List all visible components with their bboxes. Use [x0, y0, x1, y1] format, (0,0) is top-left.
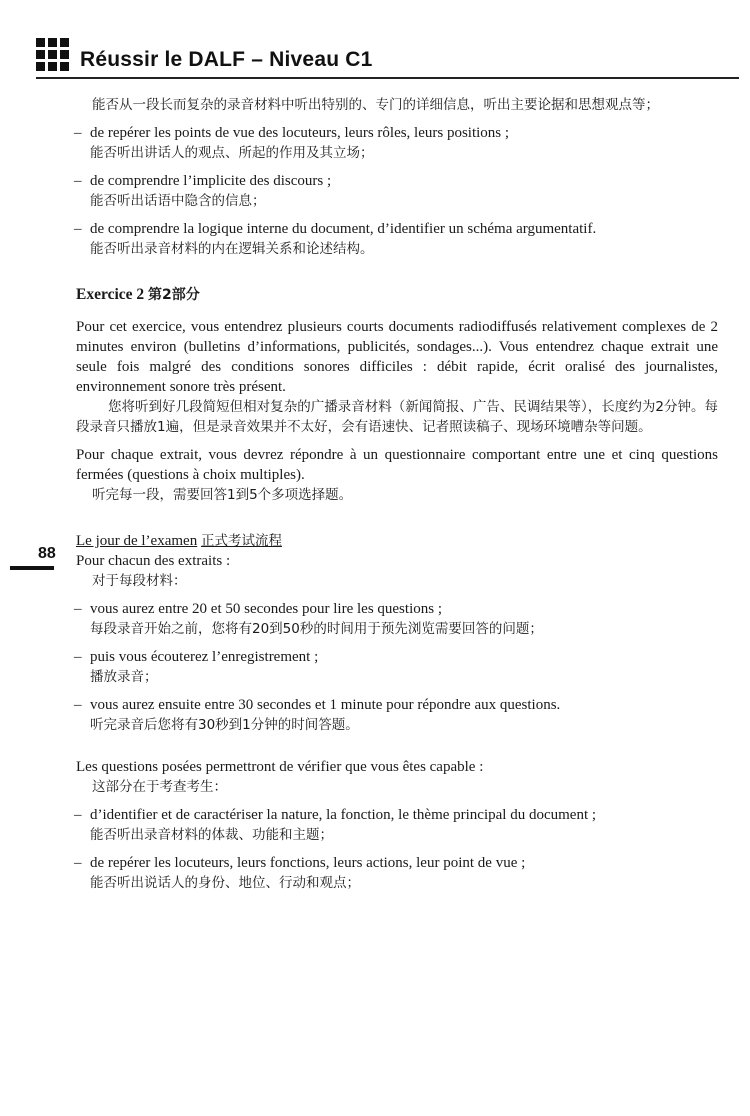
exercise-title-zh: 第2部分 [148, 287, 200, 303]
list-item-zh: 能否听出录音材料的体裁、功能和主题； [90, 827, 333, 843]
list-item [76, 853, 718, 893]
exam-day-title-zh: 正式考试流程 [200, 533, 282, 549]
list-item-fr: puis vous écouterez l’enregistrement ; [90, 649, 319, 665]
list-item [76, 695, 718, 735]
list-item [76, 219, 718, 259]
list-item-zh: 每段录音开始之前，您将有20到50秒的时间用于预先浏览需要回答的问题； [90, 621, 543, 637]
header-divider [36, 77, 739, 79]
list-item [76, 805, 718, 845]
page-number-marker [10, 545, 54, 573]
list-dash: – [74, 601, 82, 617]
list-item-zh: 能否听出说话人的身份、地位、行动和观点； [90, 875, 360, 891]
exercise-heading [76, 285, 718, 305]
questions-lead-fr: Les questions posées permettront de vérifier que vous êtes capable : [76, 759, 484, 775]
page-number: 88 [38, 545, 56, 562]
exam-day-lead-zh: 对于每段材料： [92, 573, 187, 589]
book-title: Réussir le DALF – Niveau C1 [80, 48, 373, 71]
list-dash: – [74, 649, 82, 665]
exam-day-title-fr: Le jour de l’examen [76, 533, 198, 549]
list-item-fr: vous aurez ensuite entre 30 secondes et 1 minute pour répondre aux questions. [90, 697, 561, 713]
list-dash: – [74, 697, 82, 713]
exercise-paragraph2-fr: Pour chaque extrait, vous devrez répondre à un questionnaire comportant entre une et cinq questions fermées (questions à choix multiples). [76, 447, 718, 483]
list-item-fr: de comprendre l’implicite des discours ; [90, 173, 332, 189]
list-item-fr: de repérer les locuteurs, leurs fonctions, leurs actions, leur point de vue ; [90, 855, 526, 871]
list-dash: – [74, 221, 82, 237]
exam-day-lead-fr: Pour chacun des extraits : [76, 553, 231, 569]
list-dash: – [74, 125, 82, 141]
list-item-fr: vous aurez entre 20 et 50 secondes pour lire les questions ; [90, 601, 442, 617]
exercise-title-fr: Exercice 2 [76, 286, 145, 303]
page-marker-bar [10, 566, 54, 570]
list-item-zh: 听完录音后您将有30秒到1分钟的时间答题。 [90, 717, 359, 733]
list-item [76, 123, 718, 163]
list-item-fr: de comprendre la logique interne du document, d’identifier un schéma argumentatif. [90, 221, 597, 237]
list-item-zh: 能否听出话语中隐含的信息； [90, 193, 266, 209]
list-item [76, 171, 718, 211]
book-logo-icon [36, 38, 69, 71]
list-item-zh: 播放录音； [90, 669, 158, 685]
exercise-paragraph2-zh: 听完每一段，需要回答1到5个多项选择题。 [92, 487, 353, 503]
intro-text-zh: 能否从一段长而复杂的录音材料中听出特别的、专门的详细信息，听出主要论据和思想观点等； [92, 97, 659, 113]
page-content [76, 95, 718, 893]
exercise-paragraph-fr: Pour cet exercice, vous entendrez plusieurs courts documents radiodiffusés relativement complexes de 2 minutes environ (bulletins d’informations, publicités, sondages...). Vous entendrez chaque extrait une seule fois malgré des conditions sonores difficiles : débit rapide, écrit oralisé des journalistes, environnement sonore très présent. [76, 319, 718, 395]
list-dash: – [74, 807, 82, 823]
list-item-zh: 能否听出讲话人的观点、所起的作用及其立场； [90, 145, 374, 161]
list-item [76, 599, 718, 639]
exercise-paragraph-zh: 您将听到好几段简短但相对复杂的广播录音材料（新闻简报、广告、民调结果等），长度约为2分钟。每段录音只播放1遍，但是录音效果并不太好，会有语速快、记者照读稿子、现场环境嘈杂等问题。 [76, 399, 718, 435]
list-item-zh: 能否听出录音材料的内在逻辑关系和论述结构。 [90, 241, 374, 257]
list-dash: – [74, 855, 82, 871]
questions-lead-zh: 这部分在于考查考生： [92, 779, 227, 795]
list-item [76, 647, 718, 687]
exam-day-heading [76, 531, 718, 551]
list-item-fr: d’identifier et de caractériser la nature, la fonction, le thème principal du document ; [90, 807, 597, 823]
list-item-fr: de repérer les points de vue des locuteurs, leurs rôles, leurs positions ; [90, 125, 510, 141]
list-dash: – [74, 173, 82, 189]
page-header [36, 38, 739, 80]
